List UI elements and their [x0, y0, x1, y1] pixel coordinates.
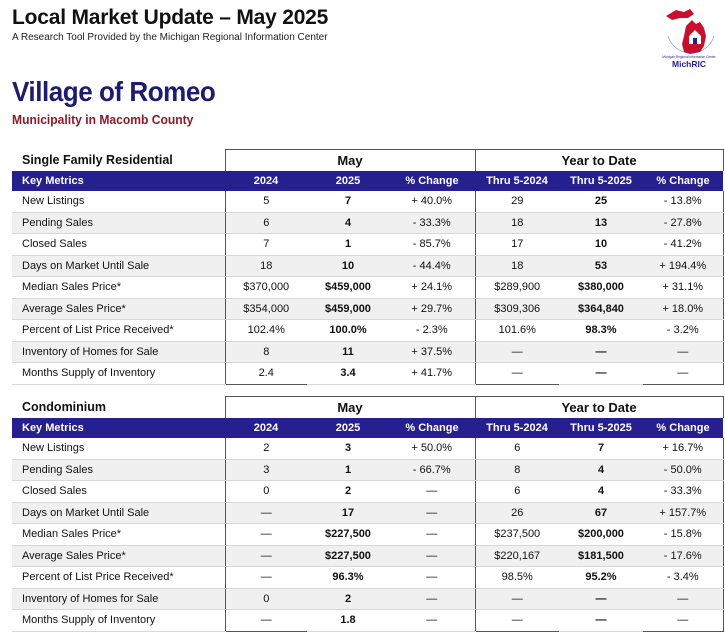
- ytd-2025: 98.3%: [559, 320, 643, 342]
- ytd-2025: $181,500: [559, 545, 643, 567]
- value-2025: 1: [307, 459, 389, 481]
- ytd-2024: —: [475, 363, 559, 385]
- month-change: + 40.0%: [389, 191, 475, 212]
- column-header: % Change: [389, 171, 475, 192]
- ytd-change: + 194.4%: [643, 255, 723, 277]
- ytd-change: —: [643, 341, 723, 363]
- table-row: [12, 320, 723, 342]
- table-row: [12, 502, 723, 524]
- ytd-2024: 101.6%: [475, 320, 559, 342]
- value-2024: $370,000: [225, 277, 307, 299]
- ytd-change: - 17.6%: [643, 545, 723, 567]
- group-ytd-header: Year to Date: [475, 397, 723, 418]
- value-2024: 2: [225, 438, 307, 459]
- metric-label: Inventory of Homes for Sale: [12, 588, 225, 610]
- ytd-2024: 29: [475, 191, 559, 212]
- value-2025: 2: [307, 481, 389, 503]
- table-group-header: [12, 150, 723, 171]
- month-change: + 29.7%: [389, 298, 475, 320]
- column-header: % Change: [389, 418, 475, 439]
- ytd-2025: $380,000: [559, 277, 643, 299]
- column-header: Thru 5-2024: [475, 171, 559, 192]
- metric-label: Closed Sales: [12, 481, 225, 503]
- ytd-2025: 10: [559, 234, 643, 256]
- ytd-change: - 27.8%: [643, 212, 723, 234]
- value-2024: —: [225, 545, 307, 567]
- ytd-2025: $200,000: [559, 524, 643, 546]
- value-2025: 17: [307, 502, 389, 524]
- ytd-2025: —: [559, 363, 643, 385]
- metric-label: Average Sales Price*: [12, 298, 225, 320]
- ytd-change: —: [643, 588, 723, 610]
- value-2024: 5: [225, 191, 307, 212]
- value-2025: 3.4: [307, 363, 389, 385]
- column-header: Thru 5-2025: [559, 171, 643, 192]
- metric-label: Months Supply of Inventory: [12, 363, 225, 385]
- ytd-2024: $309,306: [475, 298, 559, 320]
- value-2024: 3: [225, 459, 307, 481]
- month-change: + 41.7%: [389, 363, 475, 385]
- table-group-header: [12, 397, 723, 418]
- value-2024: 6: [225, 212, 307, 234]
- table-row: [12, 191, 723, 212]
- ytd-2024: 8: [475, 459, 559, 481]
- value-2024: —: [225, 524, 307, 546]
- report-title: Local Market Update – May 2025: [12, 6, 329, 29]
- group-ytd-header: Year to Date: [475, 150, 723, 171]
- metric-label: Pending Sales: [12, 212, 225, 234]
- ytd-change: + 157.7%: [643, 502, 723, 524]
- table-row: [12, 524, 723, 546]
- value-2024: 0: [225, 481, 307, 503]
- table-row: [12, 363, 723, 385]
- value-2024: 18: [225, 255, 307, 277]
- month-change: + 37.5%: [389, 341, 475, 363]
- month-change: —: [389, 545, 475, 567]
- column-header-row: [12, 171, 723, 192]
- table-row: [12, 438, 723, 459]
- month-change: —: [389, 502, 475, 524]
- ytd-change: - 50.0%: [643, 459, 723, 481]
- table-row: [12, 212, 723, 234]
- column-header-row: [12, 418, 723, 439]
- column-header: Thru 5-2025: [559, 418, 643, 439]
- metric-label: Average Sales Price*: [12, 545, 225, 567]
- condominium-table: [12, 396, 724, 632]
- value-2025: 10: [307, 255, 389, 277]
- value-2025: 2: [307, 588, 389, 610]
- value-2025: $227,500: [307, 524, 389, 546]
- ytd-change: —: [643, 610, 723, 632]
- metric-label: Percent of List Price Received*: [12, 567, 225, 589]
- month-change: - 2.3%: [389, 320, 475, 342]
- municipality-subtitle: Municipality in Macomb County: [12, 112, 194, 127]
- metric-label: Median Sales Price*: [12, 277, 225, 299]
- month-change: + 50.0%: [389, 438, 475, 459]
- single-family-table: [12, 149, 724, 385]
- month-change: - 66.7%: [389, 459, 475, 481]
- ytd-change: - 13.8%: [643, 191, 723, 212]
- value-2024: —: [225, 610, 307, 632]
- value-2024: 102.4%: [225, 320, 307, 342]
- table-row: [12, 545, 723, 567]
- ytd-2025: 13: [559, 212, 643, 234]
- municipality-name: Village of Romeo: [12, 76, 216, 107]
- logo-text: MichRIC: [672, 59, 706, 69]
- value-2025: 100.0%: [307, 320, 389, 342]
- metric-label: Percent of List Price Received*: [12, 320, 225, 342]
- value-2024: 8: [225, 341, 307, 363]
- ytd-2025: —: [559, 341, 643, 363]
- ytd-change: - 3.4%: [643, 567, 723, 589]
- value-2024: 0: [225, 588, 307, 610]
- month-change: —: [389, 588, 475, 610]
- ytd-2025: 67: [559, 502, 643, 524]
- ytd-change: - 15.8%: [643, 524, 723, 546]
- michric-logo: [660, 6, 718, 70]
- ytd-change: - 33.3%: [643, 481, 723, 503]
- value-2025: 11: [307, 341, 389, 363]
- metric-label: New Listings: [12, 438, 225, 459]
- column-header: 2024: [225, 418, 307, 439]
- ytd-2025: 7: [559, 438, 643, 459]
- ytd-2024: $289,900: [475, 277, 559, 299]
- value-2024: $354,000: [225, 298, 307, 320]
- ytd-change: —: [643, 363, 723, 385]
- section-title: Single Family Residential: [22, 153, 173, 167]
- value-2024: 2.4: [225, 363, 307, 385]
- ytd-2025: $364,840: [559, 298, 643, 320]
- value-2024: —: [225, 567, 307, 589]
- ytd-change: + 18.0%: [643, 298, 723, 320]
- value-2025: 3: [307, 438, 389, 459]
- section-title: Condominium: [22, 400, 107, 414]
- group-month-header: May: [225, 397, 475, 418]
- ytd-2025: 4: [559, 459, 643, 481]
- column-header: Thru 5-2024: [475, 418, 559, 439]
- ytd-2024: 18: [475, 212, 559, 234]
- value-2025: 7: [307, 191, 389, 212]
- month-change: + 24.1%: [389, 277, 475, 299]
- value-2025: 1.8: [307, 610, 389, 632]
- ytd-2025: 4: [559, 481, 643, 503]
- metric-label: Months Supply of Inventory: [12, 610, 225, 632]
- metric-label: Closed Sales: [12, 234, 225, 256]
- report-subtitle: A Research Tool Provided by the Michigan Regional Information Center: [12, 32, 328, 43]
- ytd-2024: —: [475, 588, 559, 610]
- table-row: [12, 234, 723, 256]
- table-row: [12, 588, 723, 610]
- column-header: 2025: [307, 171, 389, 192]
- ytd-2024: 17: [475, 234, 559, 256]
- logo-arc-text: Michigan Regional Information Center: [662, 55, 716, 59]
- column-header: % Change: [643, 418, 723, 439]
- month-change: —: [389, 524, 475, 546]
- month-change: —: [389, 567, 475, 589]
- value-2025: 1: [307, 234, 389, 256]
- ytd-2025: —: [559, 588, 643, 610]
- month-change: —: [389, 481, 475, 503]
- table-row: [12, 481, 723, 503]
- ytd-2024: $220,167: [475, 545, 559, 567]
- group-month-header: May: [225, 150, 475, 171]
- ytd-2024: 6: [475, 481, 559, 503]
- table-row: [12, 255, 723, 277]
- month-change: - 44.4%: [389, 255, 475, 277]
- ytd-change: - 41.2%: [643, 234, 723, 256]
- ytd-2025: 53: [559, 255, 643, 277]
- michigan-map-icon: [666, 9, 706, 54]
- column-header: 2024: [225, 171, 307, 192]
- month-change: - 85.7%: [389, 234, 475, 256]
- value-2025: 96.3%: [307, 567, 389, 589]
- column-header: Key Metrics: [12, 418, 225, 439]
- ytd-2024: —: [475, 610, 559, 632]
- value-2025: 4: [307, 212, 389, 234]
- month-change: —: [389, 610, 475, 632]
- ytd-2025: —: [559, 610, 643, 632]
- column-header: 2025: [307, 418, 389, 439]
- value-2025: $227,500: [307, 545, 389, 567]
- ytd-2024: —: [475, 341, 559, 363]
- table-row: [12, 567, 723, 589]
- table-row: [12, 277, 723, 299]
- metric-label: Median Sales Price*: [12, 524, 225, 546]
- value-2024: 7: [225, 234, 307, 256]
- ytd-2024: 26: [475, 502, 559, 524]
- value-2025: $459,000: [307, 298, 389, 320]
- ytd-2024: 6: [475, 438, 559, 459]
- month-change: - 33.3%: [389, 212, 475, 234]
- ytd-change: - 3.2%: [643, 320, 723, 342]
- ytd-2024: 18: [475, 255, 559, 277]
- metric-label: Days on Market Until Sale: [12, 502, 225, 524]
- value-2025: $459,000: [307, 277, 389, 299]
- table-row: [12, 610, 723, 632]
- metric-label: Pending Sales: [12, 459, 225, 481]
- ytd-change: + 16.7%: [643, 438, 723, 459]
- table-row: [12, 298, 723, 320]
- ytd-2025: 95.2%: [559, 567, 643, 589]
- table-row: [12, 341, 723, 363]
- metric-label: Days on Market Until Sale: [12, 255, 225, 277]
- column-header: Key Metrics: [12, 171, 225, 192]
- table-row: [12, 459, 723, 481]
- metric-label: New Listings: [12, 191, 225, 212]
- value-2024: —: [225, 502, 307, 524]
- ytd-change: + 31.1%: [643, 277, 723, 299]
- column-header: % Change: [643, 171, 723, 192]
- ytd-2024: $237,500: [475, 524, 559, 546]
- ytd-2024: 98.5%: [475, 567, 559, 589]
- metric-label: Inventory of Homes for Sale: [12, 341, 225, 363]
- ytd-2025: 25: [559, 191, 643, 212]
